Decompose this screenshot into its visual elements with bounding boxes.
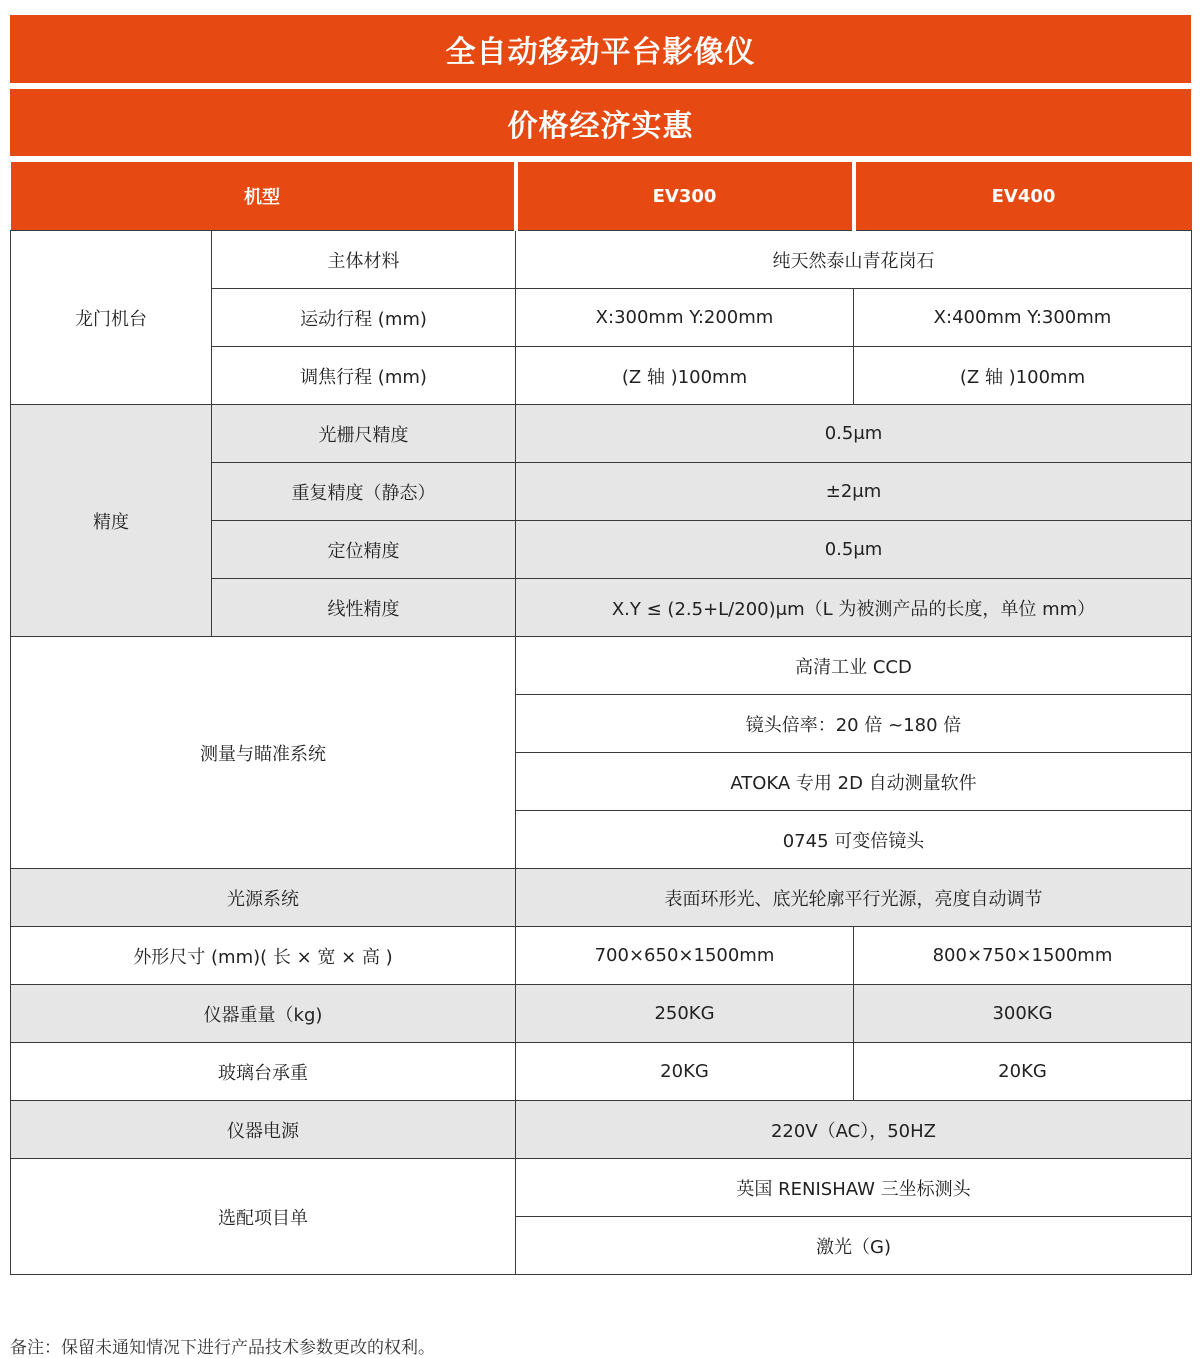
footnote: 备注：保留未通知情况下进行产品技术参数更改的权利。	[10, 1338, 435, 1358]
position-precision-label: 定位精度	[212, 521, 516, 579]
glass-load-label: 玻璃台承重	[11, 1043, 516, 1101]
table-row	[11, 1101, 1192, 1159]
spec-table	[10, 162, 1192, 1275]
focus-ev300: (Z 轴 )100mm	[516, 347, 854, 405]
power-label: 仪器电源	[11, 1101, 516, 1159]
dimensions-label: 外形尺寸 (mm)( 长 × 宽 × 高 )	[11, 927, 516, 985]
dimensions-ev300: 700×650×1500mm	[516, 927, 854, 985]
weight-ev400: 300KG	[854, 985, 1192, 1043]
table-row	[11, 405, 1192, 463]
gantry-group-label: 龙门机台	[11, 231, 212, 405]
table-row	[11, 637, 1192, 695]
measure-item: 0745 可变倍镜头	[516, 811, 1192, 869]
glass-load-ev300: 20KG	[516, 1043, 854, 1101]
repeat-precision-value: ±2μm	[516, 463, 1192, 521]
travel-ev400: X:400mm Y:300mm	[854, 289, 1192, 347]
repeat-precision-label: 重复精度（静态）	[212, 463, 516, 521]
table-row	[11, 927, 1192, 985]
weight-ev300: 250KG	[516, 985, 854, 1043]
header-ev400: EV400	[854, 162, 1192, 231]
scale-precision-value: 0.5μm	[516, 405, 1192, 463]
header-ev300: EV300	[516, 162, 854, 231]
precision-group-label: 精度	[11, 405, 212, 637]
material-label: 主体材料	[212, 231, 516, 289]
glass-load-ev400: 20KG	[854, 1043, 1192, 1101]
header-model: 机型	[11, 162, 516, 231]
light-source-value: 表面环形光、底光轮廓平行光源，亮度自动调节	[516, 869, 1192, 927]
table-row	[11, 231, 1192, 289]
dimensions-ev400: 800×750×1500mm	[854, 927, 1192, 985]
measure-item: 镜头倍率：20 倍 ~180 倍	[516, 695, 1192, 753]
table-header-row	[11, 162, 1192, 231]
focus-ev400: (Z 轴 )100mm	[854, 347, 1192, 405]
option-item: 英国 RENISHAW 三坐标测头	[516, 1159, 1192, 1217]
travel-ev300: X:300mm Y:200mm	[516, 289, 854, 347]
linear-precision-value: X.Y ≤ (2.5+L/200)μm（L 为被测产品的长度，单位 mm）	[516, 579, 1192, 637]
table-row	[11, 1043, 1192, 1101]
light-source-label: 光源系统	[11, 869, 516, 927]
measure-item: 高清工业 CCD	[516, 637, 1192, 695]
measure-item: ATOKA 专用 2D 自动测量软件	[516, 753, 1192, 811]
measure-system-label: 测量与瞄准系统	[11, 637, 516, 869]
page-subtitle: 价格经济实惠	[10, 89, 1191, 156]
weight-label: 仪器重量（kg)	[11, 985, 516, 1043]
position-precision-value: 0.5μm	[516, 521, 1192, 579]
focus-label: 调焦行程 (mm)	[212, 347, 516, 405]
options-label: 选配项目单	[11, 1159, 516, 1275]
material-value: 纯天然泰山青花岗石	[516, 231, 1192, 289]
scale-precision-label: 光栅尺精度	[212, 405, 516, 463]
table-row	[11, 869, 1192, 927]
travel-label: 运动行程 (mm)	[212, 289, 516, 347]
option-item: 激光（G)	[516, 1217, 1192, 1275]
table-row	[11, 985, 1192, 1043]
table-row	[11, 1159, 1192, 1217]
power-value: 220V（AC），50HZ	[516, 1101, 1192, 1159]
linear-precision-label: 线性精度	[212, 579, 516, 637]
page-title: 全自动移动平台影像仪	[10, 15, 1191, 83]
